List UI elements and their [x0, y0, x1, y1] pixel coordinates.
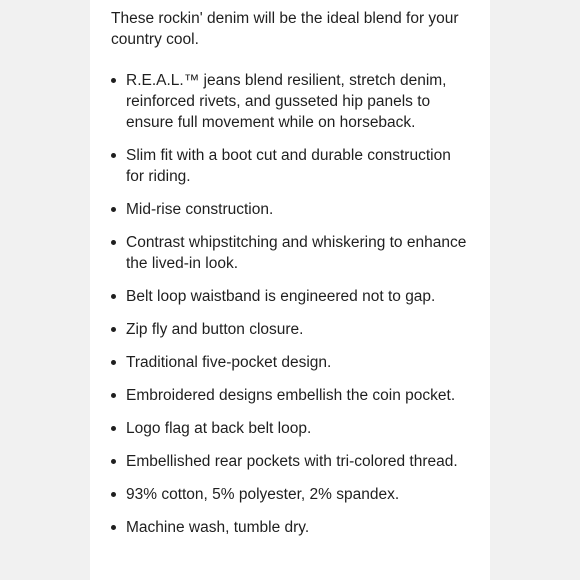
feature-item: R.E.A.L.™ jeans blend resilient, stretch denim, reinforced rivets, and gusseted hip panels to ensure full movement while on horseback.	[111, 70, 472, 133]
feature-item: Zip fly and button closure.	[111, 319, 472, 340]
product-description-panel	[90, 0, 490, 580]
feature-item: Belt loop waistband is engineered not to gap.	[111, 286, 472, 307]
feature-item: Embellished rear pockets with tri-colored thread.	[111, 451, 472, 472]
feature-item: Mid-rise construction.	[111, 199, 472, 220]
feature-item: Machine wash, tumble dry.	[111, 517, 472, 538]
feature-item: Slim fit with a boot cut and durable construction for riding.	[111, 145, 472, 187]
feature-item: 93% cotton, 5% polyester, 2% spandex.	[111, 484, 472, 505]
feature-item: Embroidered designs embellish the coin pocket.	[111, 385, 472, 406]
feature-list	[111, 70, 472, 538]
feature-item: Contrast whipstitching and whiskering to enhance the lived-in look.	[111, 232, 472, 274]
feature-item: Traditional five-pocket design.	[111, 352, 472, 373]
description-intro: These rockin' denim will be the ideal blend for your country cool.	[111, 10, 459, 48]
feature-item: Logo flag at back belt loop.	[111, 418, 472, 439]
